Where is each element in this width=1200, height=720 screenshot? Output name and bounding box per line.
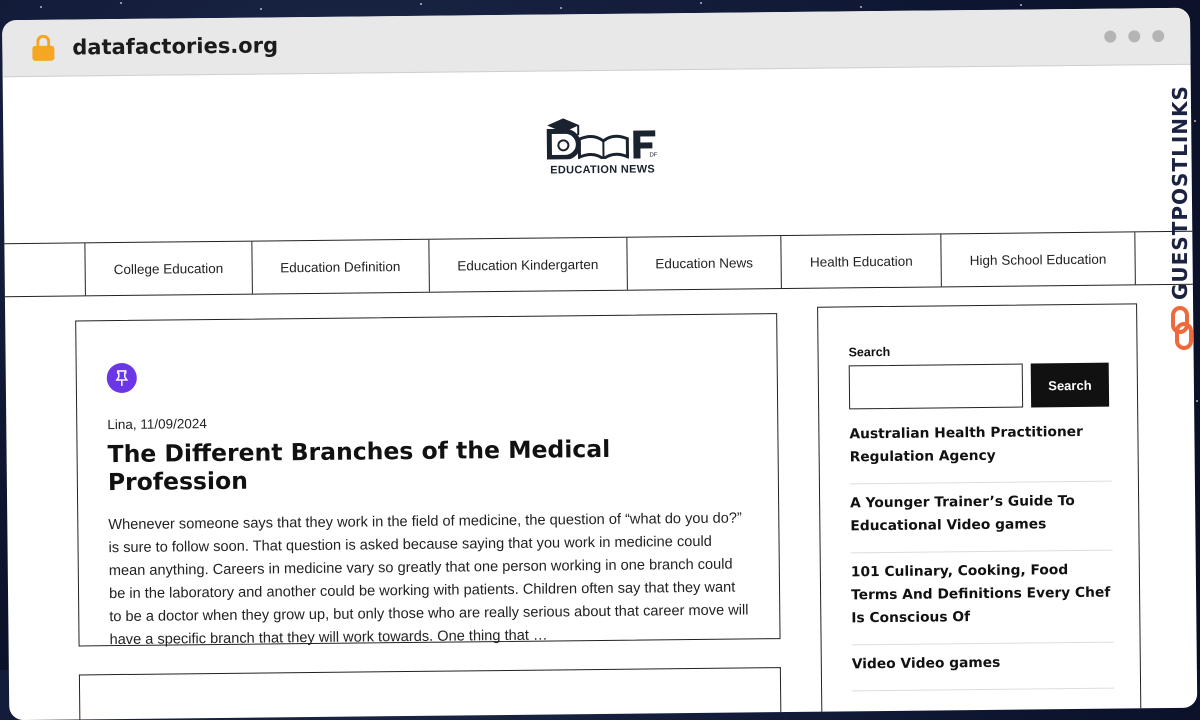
nav-item-education-news[interactable]: Education News <box>627 236 782 290</box>
search-button[interactable]: Search <box>1031 363 1109 408</box>
article-title[interactable]: The Different Branches of the Medical Profession <box>107 433 748 496</box>
sidebar <box>817 303 1141 720</box>
recent-posts-list <box>849 413 1114 692</box>
web-page <box>3 65 1198 720</box>
search-input[interactable] <box>849 364 1023 410</box>
recent-post-link[interactable]: Australian Health Practitioner Regulation Agency <box>849 413 1112 485</box>
url-text[interactable]: datafactories.org <box>72 33 278 59</box>
nav-item-high-school-education[interactable]: High School Education <box>941 232 1135 286</box>
site-logo[interactable] <box>537 114 668 176</box>
lock-icon <box>32 35 54 61</box>
logo-subtitle: EDUCATION NEWS <box>538 163 668 176</box>
recent-post-link[interactable]: Video Video games <box>852 643 1114 692</box>
guestpostlinks-badge <box>1168 70 1200 390</box>
pin-icon <box>107 363 137 393</box>
window-menu-dots[interactable] <box>1104 30 1164 43</box>
logo-emblem <box>543 114 661 159</box>
next-article-card <box>79 667 782 720</box>
nav-item-education-definition[interactable]: Education Definition <box>252 240 430 294</box>
browser-window <box>2 8 1197 720</box>
nav-item-education-kindergarten[interactable]: Education Kindergarten <box>429 238 628 292</box>
article-excerpt: Whenever someone says that they work in the field of medicine, the question of “what do you do?” is sure to follow soon. That question is asked because saying that you work in medicine could mean anything. Careers in medicine vary so greatly that one person working in one branch could be in the laboratory and another could be working with patients. Children often say that they want to be a doctor when they grow up, but only those who are really serious about that career move will have a specific branch that they will work towards. One thing that … <box>108 507 749 652</box>
link-icon <box>1170 306 1194 350</box>
recent-post-link[interactable]: A Younger Trainer’s Guide To Educational Video games <box>850 482 1113 554</box>
badge-text: GUESTPOSTLINKS <box>1168 70 1192 300</box>
recent-post-link[interactable]: 101 Culinary, Cooking, Food Terms And Definitions Every Chef Is Conscious Of <box>851 551 1114 646</box>
article-card <box>75 313 780 646</box>
nav-item-health-education[interactable]: Health Education <box>782 234 942 288</box>
svg-text:DF: DF <box>649 152 657 158</box>
search-label: Search <box>848 343 1110 360</box>
article-meta: Lina, 11/09/2024 <box>107 410 747 432</box>
main-navigation <box>2 231 1197 298</box>
nav-item-college-education[interactable]: College Education <box>85 242 252 296</box>
